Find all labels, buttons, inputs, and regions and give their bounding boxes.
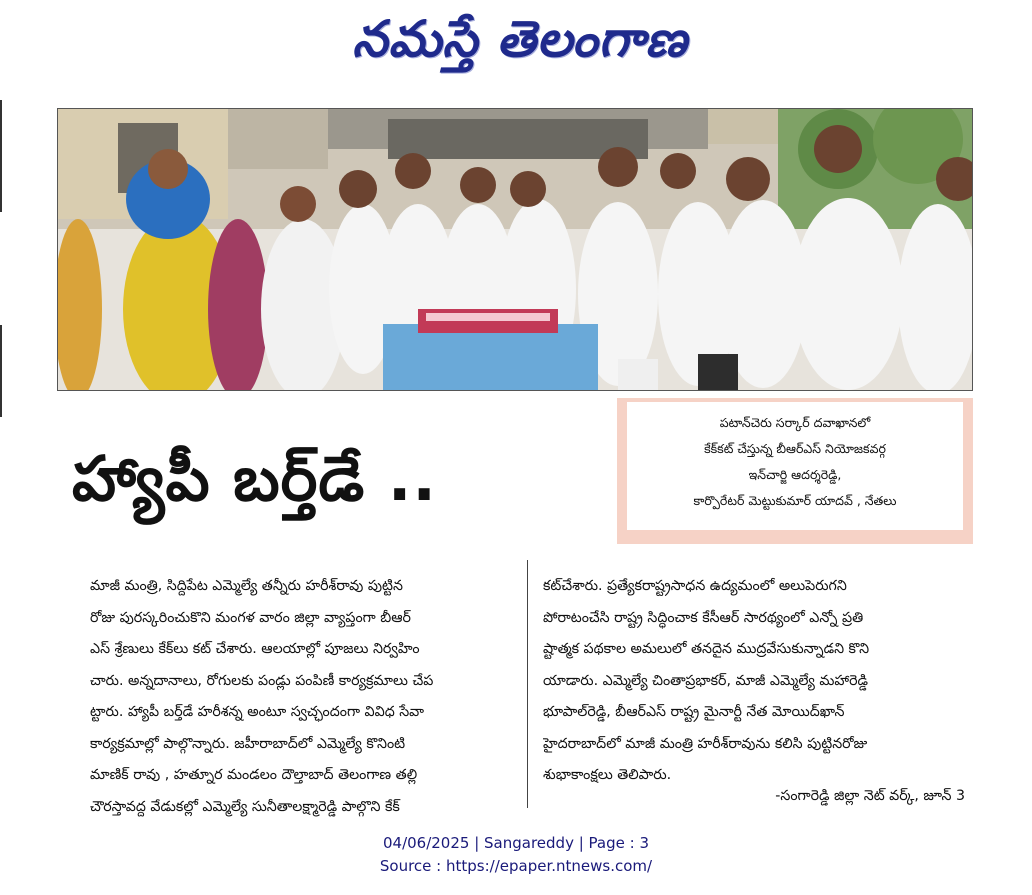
left-margin-rule xyxy=(0,325,2,417)
masthead xyxy=(0,2,1032,76)
article-line: చౌరస్తావద్ద వేడుకల్లో ఎమ్మెల్యే సునీతాలక్ష్మారెడ్డి పాల్గొని కేక్ xyxy=(90,798,400,815)
article-line: శుభాకాంక్షలు తెలిపారు. xyxy=(543,767,672,783)
photo-illustration xyxy=(58,109,973,391)
article-column-left xyxy=(90,571,510,823)
article-line: కార్యక్రమాల్లో పాల్గొన్నారు. జహీరాబాద్‌లో ఎమ్మెల్యే కొనింటి xyxy=(90,735,406,752)
page-footer xyxy=(0,832,1032,878)
caption-line: ఇన్‌చార్జి ఆదర్శరెడ్డి, xyxy=(748,467,842,482)
article-byline: -సంగారెడ్డి జిల్లా నెట్ వర్క్, జూన్ 3 xyxy=(775,788,965,804)
caption-line: పటాన్‌చెరు సర్కార్ దవాఖానలో xyxy=(719,415,871,430)
photo-caption-box xyxy=(617,398,973,544)
article-column-right xyxy=(543,571,973,792)
article-line: హైదరాబాద్‌లో మాజీ మంత్రి హరీశ్‌రావును కలిసి పుట్టినరోజు xyxy=(543,735,868,752)
article-line: యాడారు. ఎమ్మెల్యే చింతాప్రభాకర్, మాజీ ఎమ్మెల్యే మహారెడ్డి xyxy=(543,672,868,689)
footer-source-link[interactable]: Source : https://epaper.ntnews.com/ xyxy=(379,857,653,875)
photo-caption xyxy=(627,402,963,530)
news-photo xyxy=(57,108,973,391)
masthead-title: నమస్తే తెలంగాణ xyxy=(352,9,688,68)
caption-line: కేక్‌కట్ చేస్తున్న బీఆర్‌ఎస్ నియోజకవర్గ xyxy=(704,441,886,456)
article-line: ష్టాత్మక పథకాల అమలులో తనదైన ముద్రవేసుకున్నాడని కొని xyxy=(543,641,870,657)
article-line: రోజు పురస్కరించుకొని మంగళ వారం జిల్లా వ్యాప్తంగా బీఆర్ xyxy=(90,609,411,626)
caption-line: కార్పొరేటర్ మెట్టుకుమార్ యాదవ్ , నేతలు xyxy=(693,493,897,508)
headline: హ్యాపీ బర్త్‌డే .. xyxy=(72,442,437,515)
footer-edition-info: 04/06/2025 | Sangareddy | Page : 3 xyxy=(382,834,649,852)
article-line: మాజీ మంత్రి, సిద్దిపేట ఎమ్మెల్యే తన్నీరు హరీశ్‌రావు పుట్టిన xyxy=(90,578,403,594)
article-line: ట్టారు. హ్యాపీ బర్త్‌డే హరీశన్న అంటూ స్వచ్ఛందంగా వివిధ సేవా xyxy=(90,704,425,720)
article-line: కట్‌చేశారు. ప్రత్యేకరాష్ట్రసాధన ఉద్యమంలో అలుపెరుగని xyxy=(543,578,847,594)
left-margin-rule xyxy=(0,100,2,212)
article-line: ఎస్ శ్రేణులు కేక్‌లు కట్ చేశారు. ఆలయాల్లో పూజలు నిర్వహిం xyxy=(90,641,420,657)
article-line: భూపాల్‌రెడ్డి, బీఆర్‌ఎస్ రాష్ట్ర మైనార్టీ నేత మోయిద్‌ఖాన్ xyxy=(543,704,845,720)
article-line: పోరాటంచేసి రాష్ట్ర సిద్ధించాక కేసీఆర్ సారథ్యంలో ఎన్నో ప్రతి xyxy=(543,609,864,626)
article-line: చారు. అన్నదానాలు, రోగులకు పండ్లు పంపిణీ కార్యక్రమాలు చేప xyxy=(90,672,434,689)
column-divider xyxy=(527,560,528,808)
article-line: మాణిక్ రావు , హత్నూర మండలం దౌల్తాబాద్ తెలంగాణ తల్లి xyxy=(90,767,418,783)
